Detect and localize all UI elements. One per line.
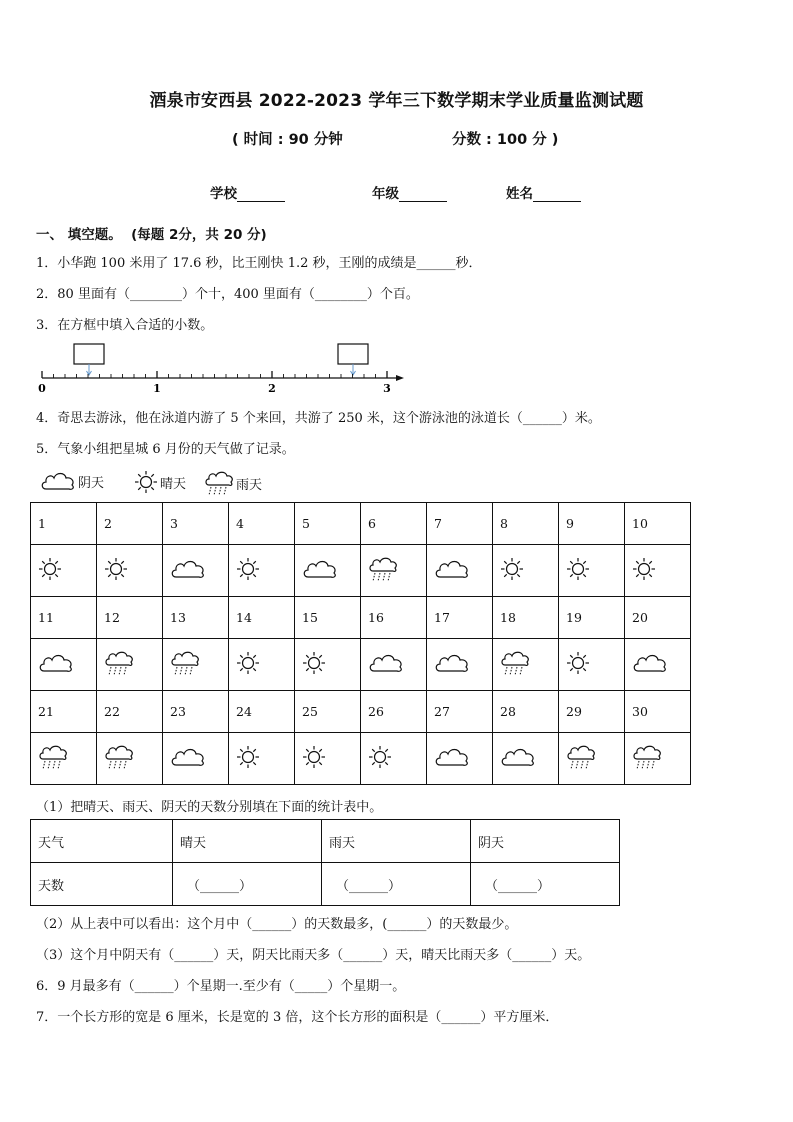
axis-arrow bbox=[396, 375, 404, 381]
question-5-3: （3）这个月中阴天有（______）天，阴天比雨天多（______）天，晴天比雨天多（______）天。 bbox=[36, 948, 591, 963]
weather-icon-cell bbox=[559, 733, 625, 785]
weather-day-cell: 17 bbox=[427, 597, 493, 639]
legend-cloudy-label: 阴天 bbox=[78, 475, 105, 491]
legend-sunny-label: 晴天 bbox=[160, 476, 187, 492]
legend-rainy bbox=[204, 470, 262, 496]
cloud-icon bbox=[38, 652, 74, 674]
weather-icon-row bbox=[31, 733, 691, 785]
weather-icon-cell bbox=[361, 639, 427, 691]
weather-day-cell: 19 bbox=[559, 597, 625, 639]
weather-icon-cell bbox=[163, 639, 229, 691]
cloud-icon bbox=[170, 746, 206, 768]
weather-icon-row bbox=[31, 639, 691, 691]
cloud-icon bbox=[632, 652, 668, 674]
rain-icon bbox=[104, 650, 134, 676]
grade-blank[interactable] bbox=[399, 187, 447, 202]
weather-icon-cell bbox=[295, 733, 361, 785]
cloud-icon bbox=[302, 558, 338, 580]
weather-day-row bbox=[31, 503, 691, 545]
stat-header-rainy: 雨天 bbox=[322, 820, 471, 863]
weather-day-cell: 7 bbox=[427, 503, 493, 545]
sun-icon bbox=[236, 651, 260, 675]
weather-day-cell: 16 bbox=[361, 597, 427, 639]
question-5-1: （1）把晴天、雨天、阴天的天数分别填在下面的统计表中。 bbox=[36, 800, 383, 815]
weather-icon-cell bbox=[493, 733, 559, 785]
weather-day-row bbox=[31, 691, 691, 733]
weather-icon-row bbox=[31, 545, 691, 597]
sun-icon bbox=[632, 557, 656, 581]
question-4: 4．奇思去游泳，他在泳道内游了 5 个来回，共游了 250 米，这个游泳池的泳道长（______）米。 bbox=[36, 411, 601, 426]
weather-day-cell: 3 bbox=[163, 503, 229, 545]
question-1: 1．小华跑 100 米用了 17.6 秒，比王刚快 1.2 秒，王刚的成绩是______秒． bbox=[36, 256, 482, 271]
weather-icon-cell bbox=[625, 545, 691, 597]
tick-label-2: 2 bbox=[268, 382, 276, 395]
weather-icon-cell bbox=[427, 639, 493, 691]
number-line bbox=[36, 340, 416, 396]
score-label: 分数 : 100 分 ) bbox=[452, 132, 559, 148]
weather-icon-cell bbox=[295, 639, 361, 691]
school-blank[interactable] bbox=[237, 187, 285, 202]
grade-field[interactable] bbox=[372, 182, 447, 202]
page-title: 酒泉市安西县 2022-2023 学年三下数学期末学业质量监测试题 bbox=[149, 91, 644, 111]
cloud-icon bbox=[500, 746, 536, 768]
stat-row-label: 天数 bbox=[31, 863, 173, 906]
weather-day-cell: 10 bbox=[625, 503, 691, 545]
weather-icon-cell bbox=[31, 733, 97, 785]
rain-icon bbox=[104, 744, 134, 770]
grade-label: 年级 bbox=[372, 186, 399, 202]
weather-day-cell: 24 bbox=[229, 691, 295, 733]
stat-count-row bbox=[31, 863, 620, 906]
question-5: 5．气象小组把星城 6 月份的天气做了记录。 bbox=[36, 442, 295, 457]
tick-label-3: 3 bbox=[383, 382, 391, 395]
tick-label-0: 0 bbox=[38, 382, 46, 395]
weather-icon-cell bbox=[559, 639, 625, 691]
school-label: 学校 bbox=[210, 186, 237, 202]
weather-icon-cell bbox=[625, 733, 691, 785]
weather-day-cell: 27 bbox=[427, 691, 493, 733]
weather-day-cell: 9 bbox=[559, 503, 625, 545]
weather-day-cell: 23 bbox=[163, 691, 229, 733]
stat-blank-sunny[interactable]: （______） bbox=[173, 863, 322, 906]
sun-icon bbox=[236, 557, 260, 581]
weather-day-cell: 6 bbox=[361, 503, 427, 545]
weather-day-cell: 4 bbox=[229, 503, 295, 545]
weather-day-cell: 26 bbox=[361, 691, 427, 733]
question-2: 2．80 里面有（________）个十，400 里面有（________）个百。 bbox=[36, 287, 419, 302]
weather-day-cell: 25 bbox=[295, 691, 361, 733]
question-3: 3．在方框中填入合适的小数。 bbox=[36, 318, 214, 333]
weather-day-cell: 13 bbox=[163, 597, 229, 639]
sun-icon bbox=[500, 557, 524, 581]
section-note: (每题 2分，共 20 分) bbox=[131, 227, 267, 243]
cloud-icon bbox=[434, 558, 470, 580]
rain-icon bbox=[204, 470, 234, 496]
sun-icon bbox=[104, 557, 128, 581]
rain-icon bbox=[170, 650, 200, 676]
weather-day-cell: 1 bbox=[31, 503, 97, 545]
section-title: 一、 填空题。 bbox=[36, 227, 122, 243]
weather-icon-cell bbox=[163, 545, 229, 597]
rain-icon bbox=[500, 650, 530, 676]
weather-icon-cell bbox=[361, 545, 427, 597]
question-6: 6．9 月最多有（______）个星期一.至少有（_____）个星期一。 bbox=[36, 979, 406, 994]
weather-day-cell: 15 bbox=[295, 597, 361, 639]
weather-day-cell: 12 bbox=[97, 597, 163, 639]
tick-label-1: 1 bbox=[153, 382, 161, 395]
cloud-icon bbox=[434, 746, 470, 768]
section-heading bbox=[36, 223, 267, 243]
rain-icon bbox=[368, 556, 398, 582]
sun-icon bbox=[566, 557, 590, 581]
weather-day-cell: 18 bbox=[493, 597, 559, 639]
time-label: ( 时间 : 90 分钟 bbox=[232, 132, 343, 148]
question-7: 7．一个长方形的宽是 6 厘米，长是宽的 3 倍，这个长方形的面积是（______）平方厘米． bbox=[36, 1010, 559, 1025]
stat-blank-rainy[interactable]: （______） bbox=[322, 863, 471, 906]
rain-icon bbox=[38, 744, 68, 770]
weather-icon-cell bbox=[361, 733, 427, 785]
weather-icon-cell bbox=[229, 639, 295, 691]
stat-header-row bbox=[31, 820, 620, 863]
sun-icon bbox=[566, 651, 590, 675]
cloud-icon bbox=[170, 558, 206, 580]
weather-day-cell: 30 bbox=[625, 691, 691, 733]
stat-header-weather: 天气 bbox=[31, 820, 173, 863]
answer-box-1[interactable] bbox=[74, 344, 104, 364]
school-field[interactable] bbox=[210, 182, 285, 202]
sun-icon bbox=[302, 651, 326, 675]
weather-icon-cell bbox=[559, 545, 625, 597]
name-blank[interactable] bbox=[533, 187, 581, 202]
weather-icon-cell bbox=[427, 733, 493, 785]
weather-day-cell: 29 bbox=[559, 691, 625, 733]
weather-day-cell: 21 bbox=[31, 691, 97, 733]
ticks bbox=[42, 371, 387, 378]
legend-cloudy bbox=[40, 470, 104, 492]
sun-icon bbox=[38, 557, 62, 581]
rain-icon bbox=[566, 744, 596, 770]
weather-day-cell: 8 bbox=[493, 503, 559, 545]
weather-table bbox=[30, 502, 691, 785]
stat-header-cloudy: 阴天 bbox=[471, 820, 620, 863]
weather-icon-cell bbox=[229, 545, 295, 597]
weather-day-cell: 28 bbox=[493, 691, 559, 733]
weather-day-row bbox=[31, 597, 691, 639]
weather-icon-cell bbox=[31, 639, 97, 691]
weather-day-cell: 5 bbox=[295, 503, 361, 545]
legend-rainy-label: 雨天 bbox=[236, 477, 263, 493]
cloud-icon bbox=[40, 470, 76, 492]
legend-sunny bbox=[134, 470, 186, 494]
stat-header-sunny: 晴天 bbox=[173, 820, 322, 863]
weather-icon-cell bbox=[97, 639, 163, 691]
weather-day-cell: 20 bbox=[625, 597, 691, 639]
sun-icon bbox=[236, 745, 260, 769]
rain-icon bbox=[632, 744, 662, 770]
weather-icon-cell bbox=[427, 545, 493, 597]
cloud-icon bbox=[368, 652, 404, 674]
weather-icon-cell bbox=[229, 733, 295, 785]
weather-day-cell: 22 bbox=[97, 691, 163, 733]
stat-table bbox=[30, 819, 620, 906]
sun-icon bbox=[368, 745, 392, 769]
sun-icon bbox=[134, 470, 158, 494]
weather-icon-cell bbox=[97, 545, 163, 597]
weather-icon-cell bbox=[163, 733, 229, 785]
question-5-2: （2）从上表中可以看出：这个月中（______）的天数最多，(______）的天数最少。 bbox=[36, 917, 518, 932]
cloud-icon bbox=[434, 652, 470, 674]
name-field[interactable] bbox=[506, 182, 581, 202]
weather-day-cell: 2 bbox=[97, 503, 163, 545]
weather-day-cell: 14 bbox=[229, 597, 295, 639]
weather-icon-cell bbox=[493, 545, 559, 597]
stat-blank-cloudy[interactable]: （______） bbox=[471, 863, 620, 906]
sun-icon bbox=[302, 745, 326, 769]
name-label: 姓名 bbox=[506, 186, 533, 202]
answer-box-2[interactable] bbox=[338, 344, 368, 364]
weather-day-cell: 11 bbox=[31, 597, 97, 639]
weather-icon-cell bbox=[97, 733, 163, 785]
weather-icon-cell bbox=[493, 639, 559, 691]
weather-icon-cell bbox=[295, 545, 361, 597]
weather-icon-cell bbox=[31, 545, 97, 597]
weather-icon-cell bbox=[625, 639, 691, 691]
